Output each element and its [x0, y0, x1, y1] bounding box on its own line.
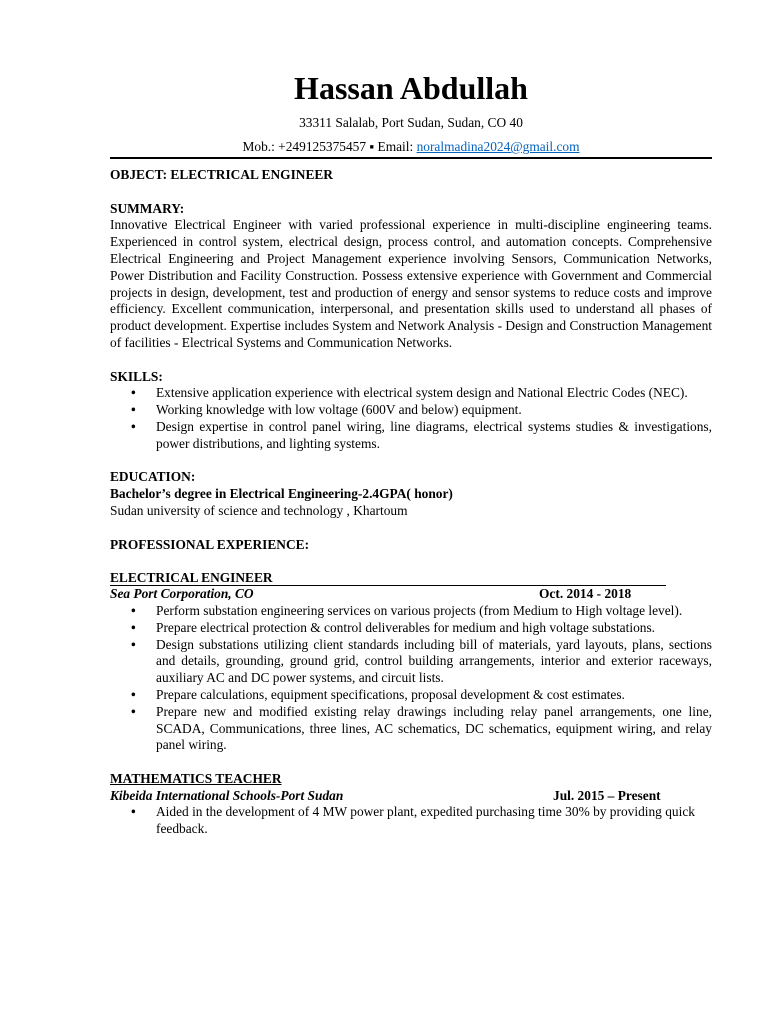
job-bullets: [110, 603, 712, 754]
summary-text: Innovative Electrical Engineer with varied professional experience in multi-discipline engineering teams. Experienced in control system, electrical design, process control, and automation concepts. Comprehensive Electrical Engineering and Project Management experience involving Sensors, Communication Networks, Power Distribution and Facility Construction. Possess extensive experience with Government and Commercial projects in design, development, test and production of energy and sensor systems to reduce costs and improve efficiency. Excellent communication, interpersonal, and presentation skills used to understand all phases of product development. Expertise includes System and Network Analysis - Design and Construction Management of facilities - Electrical Systems and Communication Networks.: [110, 217, 712, 350]
job-company-line: [110, 586, 712, 603]
contact-line: [110, 139, 712, 156]
degree-line: Bachelor’s degree in Electrical Engineering-2.4GPA( honor): [110, 486, 453, 502]
education-heading: EDUCATION:: [110, 469, 196, 485]
skill-item: • Extensive application experience with electrical system design and National Electric Codes (NEC).: [110, 385, 712, 402]
email-link[interactable]: noralmadina2024@gmail.com: [416, 139, 580, 154]
mobile-label: Mob.: +249125375457 ▪ Email:: [242, 139, 417, 154]
job-dates: Oct. 2014 - 2018: [539, 586, 632, 602]
summary-heading: SUMMARY:: [110, 200, 185, 216]
candidate-name: Hassan Abdullah: [294, 70, 528, 106]
skills-heading: SKILLS:: [110, 368, 163, 384]
job-company: Sea Port Corporation, CO: [110, 586, 254, 602]
job-bullet: • Perform substation engineering services on various projects (from Medium to High voltage level).: [110, 603, 712, 620]
job-bullets: [110, 804, 712, 838]
job-company: Kibeida International Schools-Port Sudan: [110, 787, 344, 803]
header-divider: [110, 157, 712, 159]
job-bullet: • Aided in the development of 4 MW power plant, expedited purchasing time 30% by providing quick feedback.: [110, 804, 712, 838]
job-bullet: • Prepare new and modified existing relay drawings including relay panel arrangements, one line, SCADA, Communications, three lines, AC schematics, DC schematics, equipment wiring, and relay panel wiring.: [110, 704, 712, 754]
school-line: Sudan university of science and technology , Khartoum: [110, 502, 408, 518]
job-dates: Jul. 2015 – Present: [553, 787, 661, 803]
job-title: MATHEMATICS TEACHER: [110, 770, 282, 786]
job-bullet: • Design substations utilizing client standards including bill of materials, yard layouts, plans, sections and details, grounding, ground grid, control building arrangements, interior and exterior raceways, auxiliary AC and DC power systems, and circuit lists.: [110, 637, 712, 687]
skills-list: [110, 385, 712, 452]
job-company-line: [110, 788, 712, 805]
job-title: ELECTRICAL ENGINEER: [110, 570, 666, 586]
skill-item: • Working knowledge with low voltage (600V and below) equipment.: [110, 402, 712, 419]
address-line: 33311 Salalab, Port Sudan, Sudan, CO 40: [299, 115, 523, 130]
job-bullet: • Prepare calculations, equipment specifications, proposal development & cost estimates.: [110, 687, 712, 704]
resume-body: [110, 167, 712, 838]
experience-heading: PROFESSIONAL EXPERIENCE:: [110, 536, 310, 552]
job-bullet: • Prepare electrical protection & control deliverables for medium and high voltage substations.: [110, 620, 712, 637]
object-line: OBJECT: ELECTRICAL ENGINEER: [110, 167, 333, 182]
skill-item: • Design expertise in control panel wiring, line diagrams, electrical systems studies & investigations, power distributions, and lighting systems.: [110, 419, 712, 453]
